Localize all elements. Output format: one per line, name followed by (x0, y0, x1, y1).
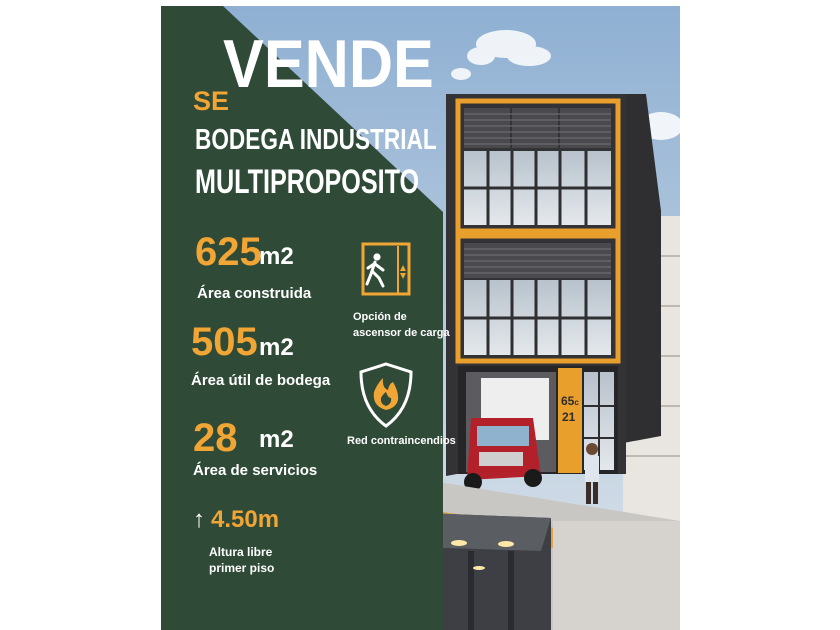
height-label-line2: primer piso (209, 561, 275, 575)
headline-prefix: SE (193, 86, 230, 116)
elevator-label-line2: ascensor de carga (353, 327, 450, 339)
stat-unit: m2 (259, 243, 294, 270)
sale-poster (161, 6, 680, 630)
elevator-label-line1: Opción de (353, 311, 407, 323)
building-number-line1: 65c (561, 394, 579, 408)
stat-unit: m2 (259, 426, 294, 453)
height-value: 4.50m (211, 506, 280, 533)
headline-line2: MULTIPROPOSITO (195, 163, 420, 201)
height-label-line1: Altura libre (209, 545, 273, 559)
stat-label: Área útil de bodega (191, 372, 331, 389)
stat-label: Área de servicios (193, 462, 318, 479)
stat-value: 28 (193, 416, 238, 460)
headline-line1: BODEGA INDUSTRIAL (195, 124, 437, 156)
fire-network-label: Red contraincendios (347, 435, 456, 447)
arrow-up-icon: ↑ (193, 506, 205, 533)
stat-value: 505 (191, 320, 258, 364)
stat-label: Área construida (197, 285, 312, 302)
stat-value: 625 (195, 230, 262, 274)
building-number-line2: 21 (562, 410, 576, 424)
headline-main: VENDE (223, 26, 434, 102)
stat-unit: m2 (259, 334, 294, 361)
